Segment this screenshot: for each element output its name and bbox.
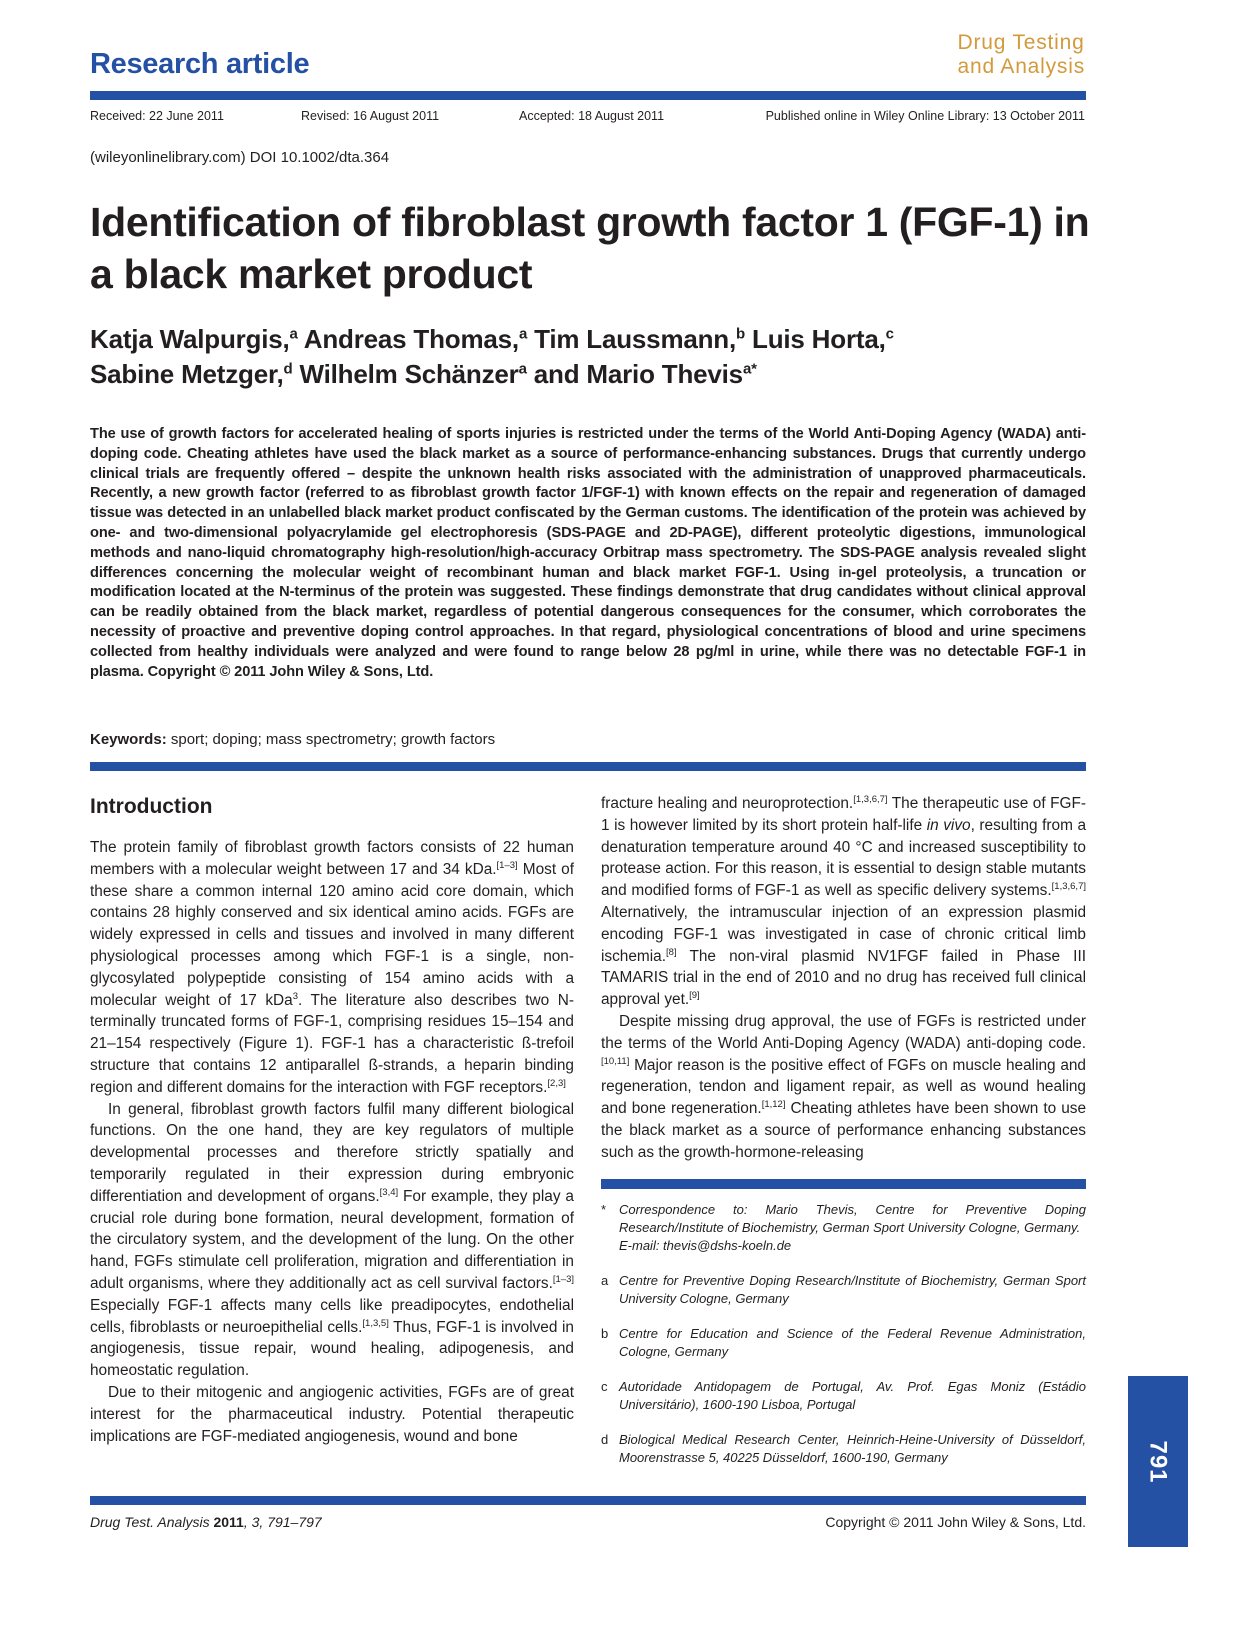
author-affiliation-mark: d xyxy=(283,360,293,378)
citation-ref[interactable]: [10,11] xyxy=(601,1055,630,1067)
citation-ref[interactable]: [1,3,6,7] xyxy=(853,793,888,805)
footnote xyxy=(601,1325,1086,1361)
paper-title: Identification of fibroblast growth factor 1 (FGF-1) in a black market product xyxy=(90,199,1090,297)
revised-date: Revised: 16 August 2011 xyxy=(301,109,440,123)
author-affiliation-mark: b xyxy=(736,325,745,343)
author-name: Luis Horta, xyxy=(752,324,886,354)
citation-ref[interactable]: 3 xyxy=(292,990,299,1002)
page-number-tab xyxy=(1128,1376,1188,1547)
footnote-mark: d xyxy=(601,1432,609,1447)
body-paragraph: Due to their mitogenic and angiogenic activities, FGFs are of great interest for the pharmaceutical industry. Potential therapeutic implications are FGF-mediated angiogenesis, wound and bone xyxy=(90,1383,574,1445)
journal-abbrev: Drug Test. Analysis xyxy=(90,1514,210,1530)
journal-name-line1: Drug Testing xyxy=(957,31,1085,54)
author-affiliation-mark: a xyxy=(289,325,298,343)
body-column-left xyxy=(90,837,574,1447)
author-list xyxy=(90,322,1090,392)
citation-volume-pages: , 3, 791–797 xyxy=(243,1514,322,1530)
author-name: Andreas Thomas, xyxy=(303,324,519,354)
journal-name-line2: and Analysis xyxy=(957,55,1085,78)
footnotes xyxy=(601,1201,1086,1484)
journal-logo xyxy=(957,31,1085,79)
keywords xyxy=(90,731,495,748)
author-affiliation-mark: a* xyxy=(742,360,757,378)
section-heading-introduction: Introduction xyxy=(90,795,213,818)
footnote-mark: c xyxy=(601,1379,608,1394)
author-name: Sabine Metzger, xyxy=(90,359,284,389)
footnote-text: Correspondence to: Mario Thevis, Centre for Preventive Doping Research/Institute of Biochemistry, German Sport University Cologne, Germany. E-mail: thevis@dshs-koeln.de xyxy=(619,1202,1086,1253)
keywords-label: Keywords: xyxy=(90,731,167,748)
keywords-value: sport; doping; mass spectrometry; growth factors xyxy=(166,731,496,748)
footnote xyxy=(601,1201,1086,1255)
abstract: The use of growth factors for accelerated healing of sports injuries is restricted under the terms of the World Anti-Doping Agency (WADA) anti-doping code. Cheating athletes have used the black market as a source of performance-enhancing substances. Drugs that currently undergo clinical trials are frequently offered – despite the unknown health risks associated with the administration of unapproved pharmaceuticals. Recently, a new growth factor (referred to as fibroblast growth factor 1/FGF-1) with known effects on the repair and regeneration of damaged tissue was detected in an unlabelled black market product confiscated by the German customs. The identification of the protein was achieved by one- and two-dimensional polyacrylamide gel electrophoresis (SDS-PAGE and 2D-PAGE), different proteolytic digestions, immunological methods and nano-liquid chromatography high-resolution/high-accuracy Orbitrap mass spectrometry. The SDS-PAGE analysis revealed slight differences concerning the molecular weight of recombinant human and black market FGF-1. Using in-gel proteolysis, a truncation or modification located at the N-terminus of the protein was suggested. These findings demonstrate that drug candidates without clinical approval can be readily obtained from the black market, regardless of potential dangerous consequences for the consumer, which corroborates the necessity of proactive and preventive doping control approaches. In that regard, physiological concentrations of blood and urine specimens collected from healthy individuals were analyzed and were found to range below 28 pg/ml in urine, while there was no detectable FGF-1 in plasma. Copyright © 2011 John Wiley & Sons, Ltd. xyxy=(90,426,1086,680)
citation-ref[interactable]: [1–3] xyxy=(552,1273,574,1285)
citation-ref[interactable]: [1,3,6,7] xyxy=(1051,881,1086,893)
author-name: Wilhelm Schänzer xyxy=(299,359,519,389)
citation-ref[interactable]: [9] xyxy=(689,990,700,1002)
footnote xyxy=(601,1378,1086,1414)
author-name: Katja Walpurgis, xyxy=(90,324,290,354)
footnote-text: Centre for Education and Science of the Federal Revenue Administration, Cologne, Germany xyxy=(619,1326,1086,1359)
body-paragraph: The protein family of fibroblast growth factors consists of 22 human members with a molecular weight between 17 and 34 kDa.[1–3] Most of these share a common internal 120 amino acid core domain, which contains 28 highly conserved and six identical amino acids. FGFs are widely expressed in cells and tissues and involved in many different physiological processes among which FGF-1 is a single, non-glycosylated polypeptide consisting of 154 amino acids with a molecular weight of 17 kDa$^3$. The literature also describes two N-terminally truncated forms of FGF-1, comprising residues 15–154 and 21–154 respectively (Figure 1). FGF-1 has a characteristic ß-trefoil structure that contains 12 antiparallel ß-strands, a heparin binding region and different domains for the interaction with FGF receptors.[2,3] xyxy=(90,839,574,1096)
citation xyxy=(90,1514,322,1530)
accepted-date: Accepted: 18 August 2011 xyxy=(519,109,665,123)
doi-link[interactable]: (wileyonlinelibrary.com) DOI 10.1002/dta.364 xyxy=(90,149,390,166)
published-date: Published online in Wiley Online Library: 13 October 2011 xyxy=(765,109,1085,123)
received-date: Received: 22 June 2011 xyxy=(90,109,224,123)
footer-divider xyxy=(90,1496,1086,1505)
footnote-divider xyxy=(601,1179,1086,1189)
citation-ref[interactable]: [2,3] xyxy=(547,1077,566,1089)
footnote-mark: b xyxy=(601,1326,609,1341)
footnote xyxy=(601,1272,1086,1308)
footnote-text: Centre for Preventive Doping Research/Institute of Biochemistry, German Sport University Cologne, Germany xyxy=(619,1273,1086,1306)
page-number: 791 xyxy=(1144,1439,1172,1484)
abstract-divider xyxy=(90,762,1086,771)
italic-term: in vivo xyxy=(926,816,971,834)
body-paragraph: Despite missing drug approval, the use of FGFs is restricted under the terms of the World Anti-Doping Agency (WADA) anti-doping code.[10,11] Major reason is the positive effect of FGFs on muscle healing and regeneration, tendon and ligament repair, as well as wound healing and bone regeneration.[1,12] Cheating athletes have been shown to use the black market as a source of performance enhancing substances such as the growth-hormone-releasing xyxy=(601,1012,1087,1161)
author-affiliation-mark: c xyxy=(885,325,894,343)
author-affiliation-mark: a xyxy=(518,325,528,343)
citation-ref[interactable]: [3,4] xyxy=(379,1186,399,1198)
body-paragraph: fracture healing and neuroprotection.[1,3,6,7] The therapeutic use of FGF-1 is however limited by its short protein half-life in vivo, resulting from a denaturation temperature around 40 °C and increased susceptibility to protease action. For this reason, it is essential to design stable mutants and modified forms of FGF-1 as well as specific delivery systems.[1,3,6,7] Alternatively, the intramuscular injection of an expression plasmid encoding FGF-1 was investigated in case of chronic critical limb ischemia.[8] The non-viral plasmid NV1FGF failed in Phase III TAMARIS trial in the end of 2010 and no drug has received full clinical approval yet.[9] xyxy=(601,793,1086,1009)
correspondence-email[interactable]: E-mail: thevis@dshs-koeln.de xyxy=(619,1238,792,1253)
author-affiliation-mark: a xyxy=(518,360,527,378)
footnote-mark: * xyxy=(601,1202,607,1217)
footnote-text: Biological Medical Research Center, Heinrich-Heine-University of Düsseldorf, Moorenstrasse 5, 40225 Düsseldorf, 1600-190, Germany xyxy=(619,1432,1086,1465)
citation-year: 2011 xyxy=(213,1514,244,1530)
author-name: Tim Laussmann, xyxy=(534,324,737,354)
article-type-label: Research article xyxy=(90,48,310,80)
body-column-right xyxy=(601,793,1086,1164)
footnote-mark: a xyxy=(601,1273,609,1288)
citation-ref[interactable]: [1,12] xyxy=(761,1099,786,1111)
author-name: and Mario Thevis xyxy=(533,359,743,389)
copyright: Copyright © 2011 John Wiley & Sons, Ltd. xyxy=(825,1514,1086,1530)
citation-ref[interactable]: [1,3,5] xyxy=(362,1317,389,1329)
header-divider xyxy=(90,91,1086,100)
footnote-text: Autoridade Antidopagem de Portugal, Av. Prof. Egas Moniz (Estádio Universitário), 1600-190 Lisboa, Portugal xyxy=(619,1379,1086,1412)
footnote xyxy=(601,1431,1086,1467)
citation-ref[interactable]: [8] xyxy=(666,946,677,958)
body-paragraph: In general, fibroblast growth factors fulfil many different biological functions. On the one hand, they are key regulators of multiple developmental processes and therefore strictly spatially and temporarily regulated in their expression during embryonic differentiation and development of organs.[3,4] For example, they play a crucial role during bone formation, neural development, formation of the circulatory system, and the development of the lung. On the other hand, FGFs stimulate cell proliferation, migration and differentiation in adult organisms, where they additionally act as cell survival factors.[1–3] Especially FGF-1 affects many cells like preadipocytes, endothelial cells, fibroblasts or neuroepithelial cells.[1,3,5] Thus, FGF-1 is involved in angiogenesis, tissue repair, wound healing, adipogenesis, and homeostatic regulation. xyxy=(90,1100,574,1380)
citation-ref[interactable]: [1–3] xyxy=(496,859,518,871)
